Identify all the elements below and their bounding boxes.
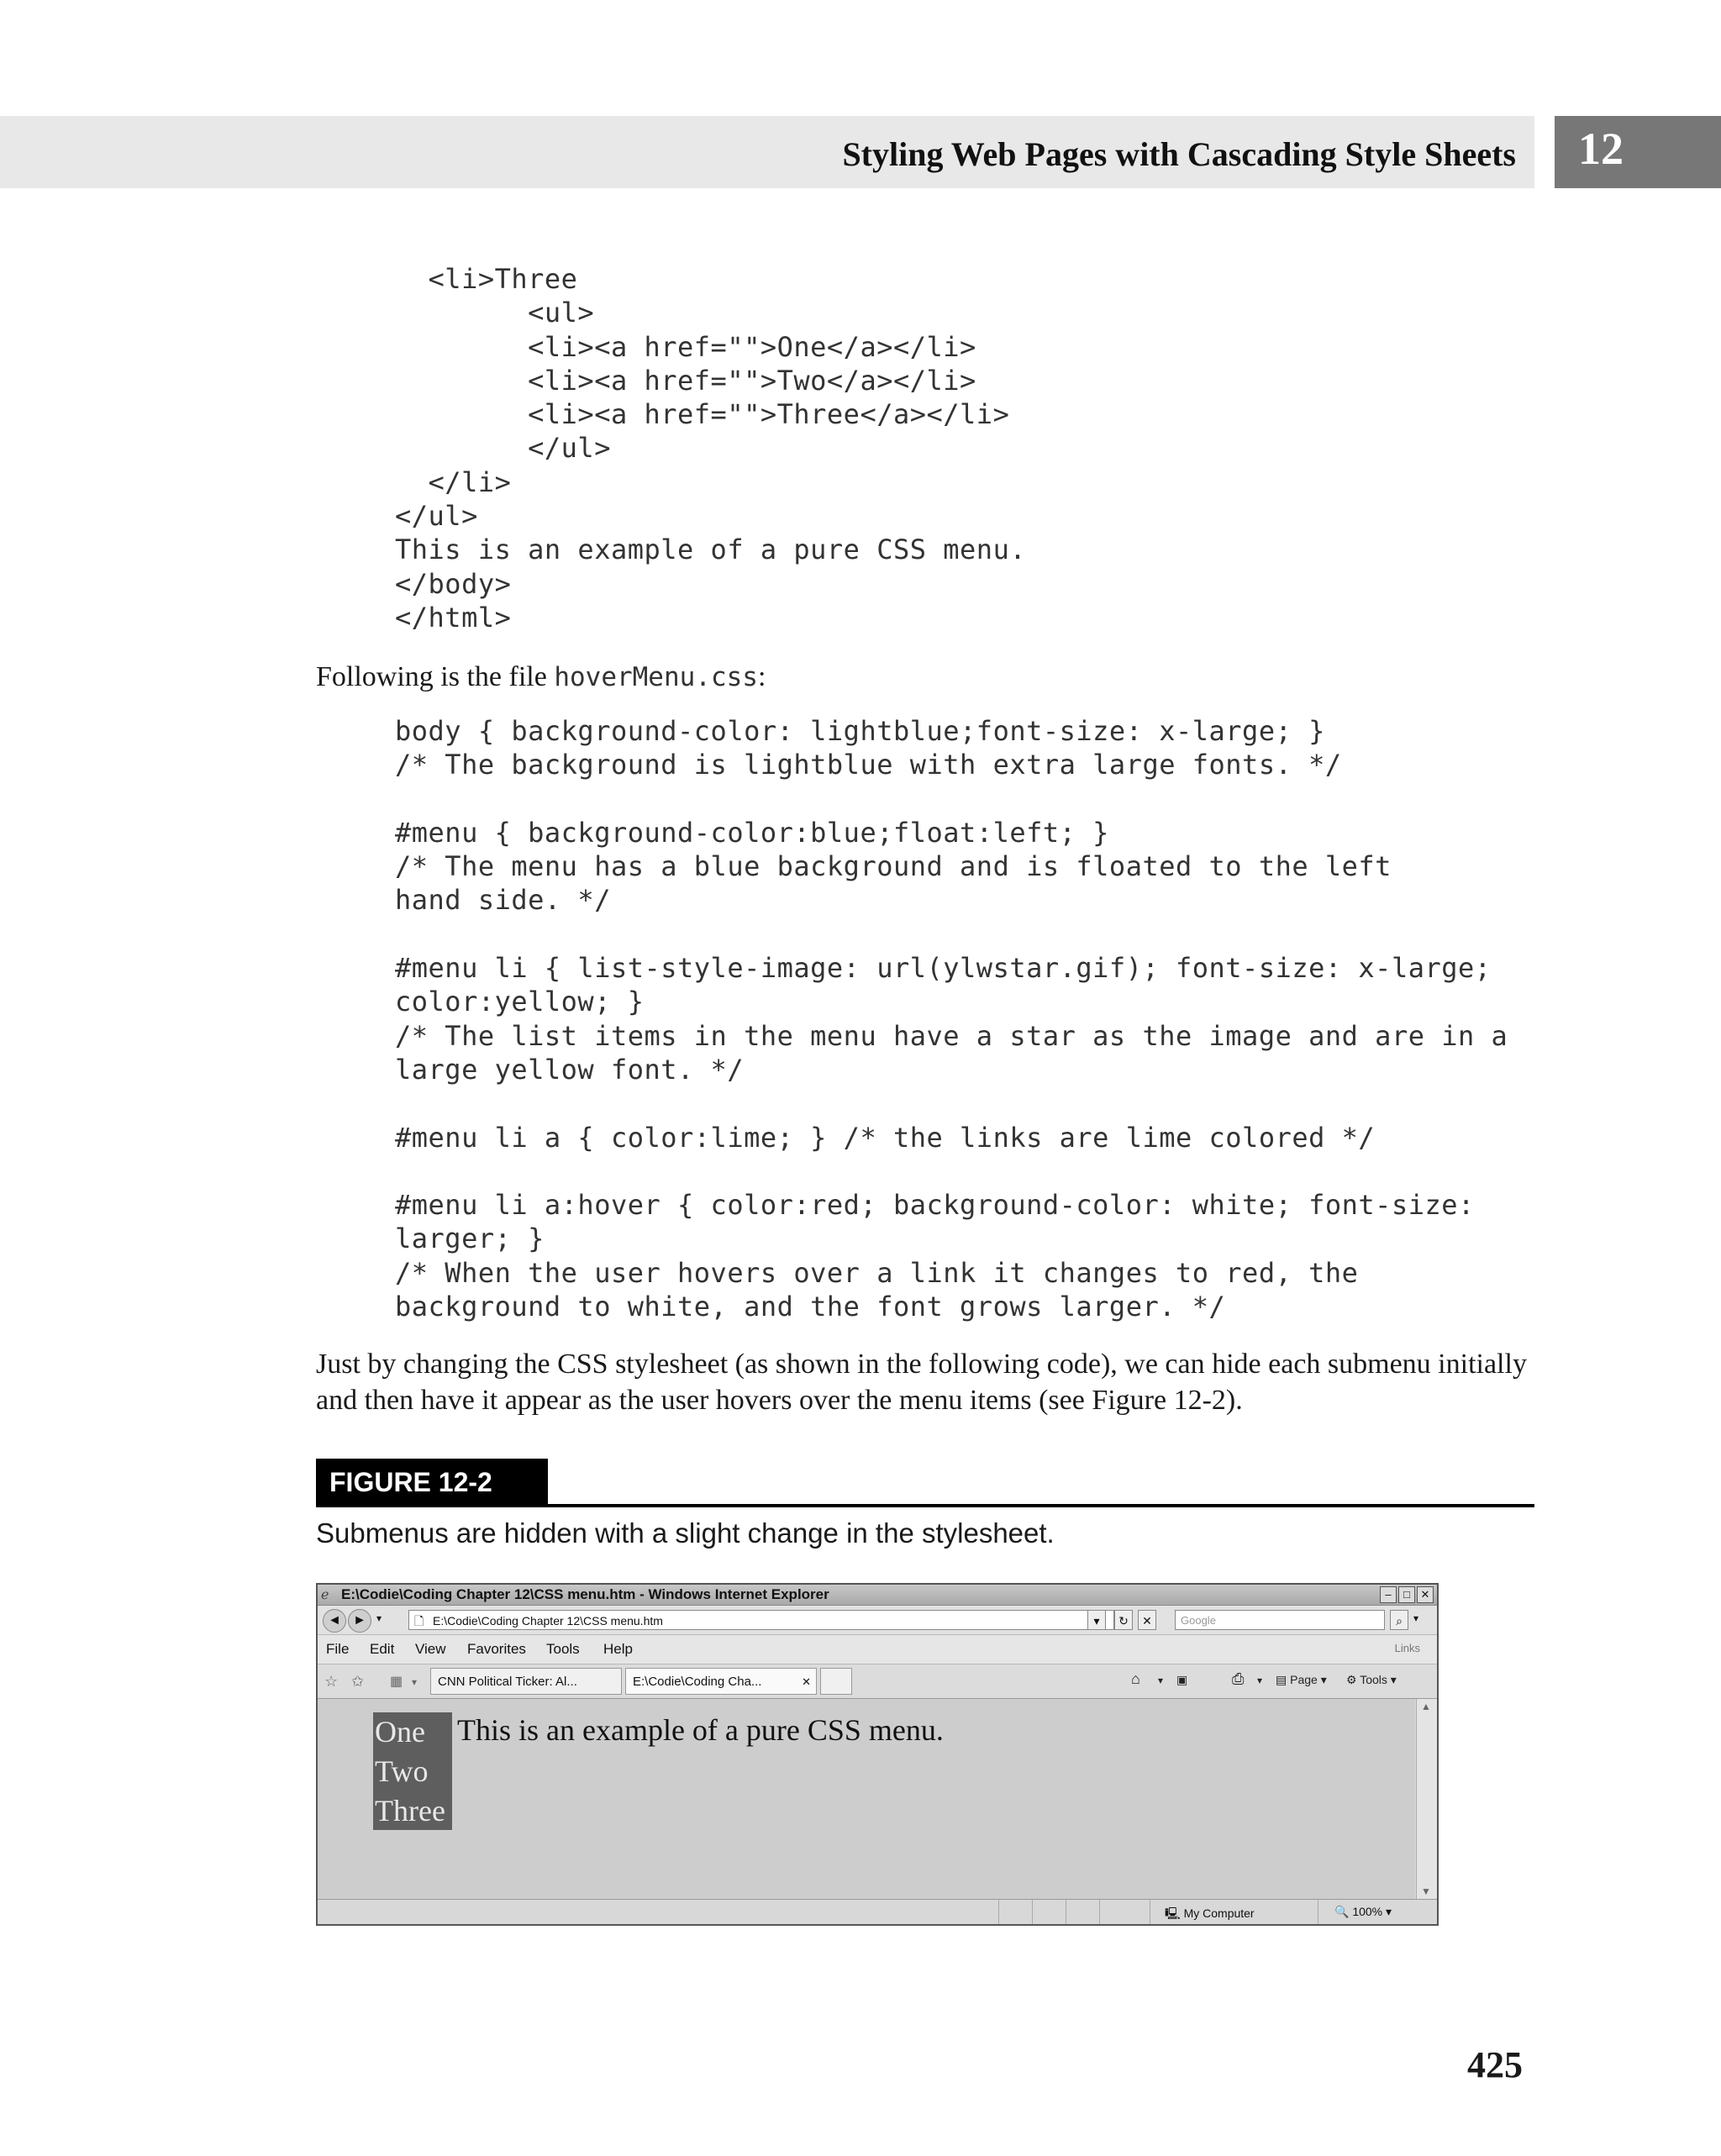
tab-css-menu[interactable] (625, 1668, 817, 1695)
tools-menu[interactable]: ⚙ Tools ▾ (1346, 1673, 1397, 1686)
page-number: 425 (1467, 2044, 1523, 2085)
scroll-up-icon[interactable]: ▲ (1421, 1701, 1431, 1712)
status-divider (1099, 1900, 1100, 1925)
menu-item-one[interactable]: One (375, 1715, 425, 1748)
favorites-star-icon[interactable]: ☆ (324, 1673, 339, 1690)
menu-file[interactable]: File (326, 1641, 350, 1657)
figure-label-bar (316, 1459, 548, 1507)
tab-css-menu-label: E:\Codie\Coding Cha... (633, 1675, 762, 1689)
back-arrow-icon[interactable]: ◄ (323, 1609, 346, 1633)
add-favorites-icon[interactable]: ✩ (351, 1673, 365, 1690)
paragraph-following-file (316, 659, 1534, 696)
page-menu[interactable]: ▤ Page ▾ (1276, 1673, 1327, 1686)
chapter-number: 12 (1578, 124, 1624, 174)
code-block-html: <li>Three <ul> <li><a href="">One</a></li> <li><a href="">Two</a></li> <li><a href="">Three</a></li> </ul> </li> </ul> This is an example of a pure CSS menu. </body> </html> (395, 263, 1027, 634)
quick-tabs-icon[interactable]: ▦ (390, 1675, 403, 1689)
search-icon[interactable]: ⌕ (1390, 1610, 1408, 1630)
address-dropdown-icon[interactable]: ▾ (1087, 1610, 1106, 1630)
scroll-down-icon[interactable]: ▼ (1421, 1885, 1431, 1897)
ie-logo-icon: ℯ (321, 1588, 329, 1602)
menu-favorites[interactable]: Favorites (467, 1641, 526, 1657)
status-bar (318, 1899, 1437, 1925)
page-menu-label: Page (1290, 1673, 1318, 1686)
refresh-icon[interactable]: ↻ (1114, 1610, 1133, 1630)
zoom-level[interactable]: 🔍 100% ▾ (1334, 1905, 1392, 1918)
search-options-icon[interactable]: ▾ (1413, 1612, 1419, 1624)
browser-window-title: E:\Codie\Coding Chapter 12\CSS menu.htm - Windows Internet Explorer (341, 1586, 829, 1602)
search-placeholder: Google (1181, 1614, 1216, 1627)
home-dropdown-icon[interactable]: ▾ (1158, 1675, 1164, 1686)
code-block-css: body { background-color: lightblue;font-size: x-large; } /* The background is lightblue with extra large fonts. */ #menu { background-color:blue;float:left; } /* The menu has a blue background and is floated to the left hand side. */ #menu li { list-style-image: url(ylwstar.gif); font-size: x-large; color:yellow; } /* The list items in the menu have a star as the image and are in a large yellow font. */ #menu li a { color:lime; } /* the links are lime colored */ #menu li a:hover { color:red; background-color: white; font-size: larger; } /* When the user hovers over a link it changes to red, the background to white, and the font grows larger. */ (395, 715, 1508, 1323)
security-zone[interactable]: 🖳 My Computer (1165, 1906, 1255, 1920)
minimize-icon[interactable]: – (1380, 1586, 1397, 1603)
tab-cnn[interactable] (430, 1668, 622, 1695)
history-dropdown-icon[interactable]: ▾ (376, 1612, 382, 1624)
close-icon[interactable]: ✕ (1417, 1586, 1434, 1603)
print-dropdown-icon[interactable]: ▾ (1257, 1675, 1263, 1686)
stop-icon[interactable]: ✕ (1138, 1610, 1156, 1630)
browser-titlebar (318, 1585, 1437, 1606)
window-controls (1380, 1586, 1434, 1603)
figure-caption: Submenus are hidden with a slight change in the stylesheet. (316, 1517, 1055, 1549)
menu-help[interactable]: Help (603, 1641, 633, 1657)
inline-filename: hoverMenu.css (554, 662, 758, 692)
menu-view[interactable]: View (415, 1641, 446, 1657)
page-icon: 🗋 (414, 1614, 424, 1628)
menu-item-three[interactable]: Three (375, 1794, 445, 1827)
search-input[interactable] (1175, 1610, 1385, 1630)
browser-screenshot (316, 1583, 1439, 1926)
tab-list-icon[interactable]: ▾ (412, 1676, 418, 1688)
address-bar[interactable] (408, 1610, 1114, 1630)
css-menu (373, 1712, 452, 1830)
menu-edit[interactable]: Edit (370, 1641, 395, 1657)
menu-tools[interactable]: Tools (546, 1641, 580, 1657)
home-icon[interactable]: ⌂ (1131, 1670, 1140, 1687)
links-label[interactable]: Links (1394, 1642, 1420, 1654)
tab-close-icon[interactable]: ✕ (802, 1675, 811, 1688)
vertical-scrollbar[interactable] (1416, 1699, 1437, 1899)
status-divider (998, 1900, 999, 1925)
address-row (318, 1606, 1437, 1635)
paragraph-text: Following is the file (316, 661, 555, 692)
content-text: This is an example of a pure CSS menu. (457, 1713, 944, 1747)
paragraph-stylesheet-change: Just by changing the CSS stylesheet (as shown in the following code), we can hide each submenu initially and then have it appear as the user hovers over the menu items (see Figure 12-2). (316, 1349, 1527, 1416)
new-tab-button[interactable] (820, 1668, 852, 1695)
forward-arrow-icon[interactable]: ► (348, 1609, 371, 1633)
maximize-icon[interactable]: □ (1398, 1586, 1415, 1603)
feeds-icon[interactable]: ▣ (1176, 1673, 1188, 1686)
tab-row (318, 1664, 1437, 1699)
figure-rule (548, 1504, 1534, 1507)
zone-label: My Computer (1183, 1906, 1255, 1920)
tools-menu-label: Tools (1360, 1673, 1387, 1686)
chapter-number-box (1555, 116, 1721, 188)
paragraph-colon: : (757, 661, 766, 692)
menu-bar (318, 1635, 1437, 1664)
menu-item-two[interactable]: Two (375, 1754, 429, 1788)
status-divider (1032, 1900, 1033, 1925)
figure-label: FIGURE 12-2 (329, 1467, 492, 1497)
zoom-label: 100% (1352, 1905, 1383, 1918)
tab-cnn-label: CNN Political Ticker: Al... (438, 1675, 577, 1689)
address-text: E:\Codie\Coding Chapter 12\CSS menu.htm (433, 1614, 663, 1628)
page-content (318, 1699, 1415, 1899)
running-header-title: Styling Web Pages with Cascading Style Sheets (842, 135, 1516, 173)
print-icon[interactable]: ⎙ (1232, 1670, 1245, 1687)
